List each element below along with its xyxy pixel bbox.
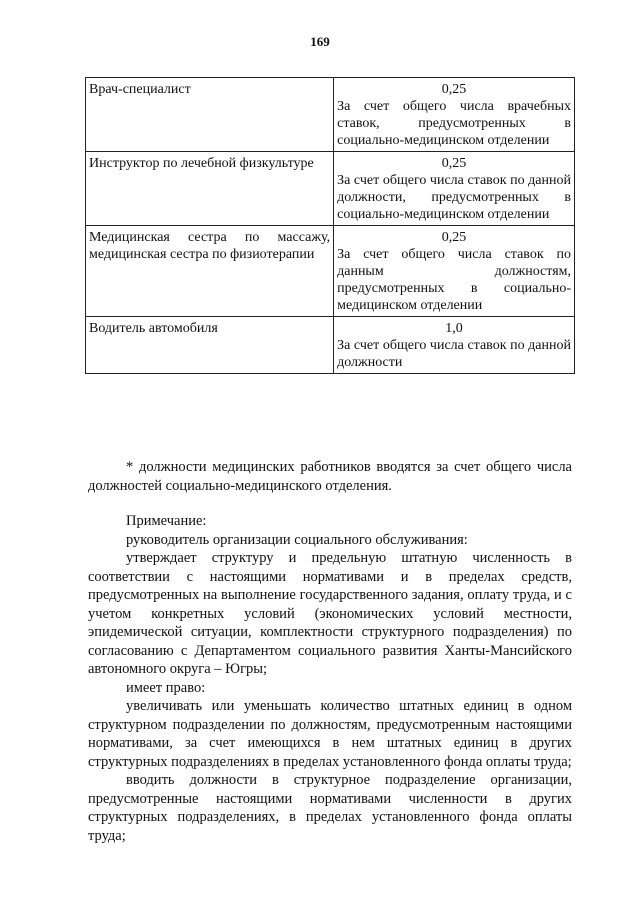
- rate-cell: [334, 152, 575, 226]
- rate-cell: [334, 78, 575, 152]
- table-row: [86, 78, 575, 152]
- rate-cell: [334, 226, 575, 317]
- rate-value: 1,0: [445, 321, 463, 336]
- position-cell: Инструктор по лечебной физкультуре: [86, 152, 334, 226]
- rate-value: 0,25: [441, 230, 467, 245]
- footnote-block: [88, 458, 572, 495]
- position-cell: Медицинская сестра по массажу, медицинская сестра по физиотерапии: [86, 226, 334, 317]
- rate-note: За счет общего числа ставок по данной должности, предусмотренных в социально-медицинском отделении: [337, 173, 571, 222]
- table-row: [86, 317, 575, 374]
- table-row: [86, 226, 575, 317]
- staffing-table: [85, 77, 575, 374]
- position-cell: Водитель автомобиля: [86, 317, 334, 374]
- note-paragraph: утверждает структуру и предельную штатную численность в соответствии с настоящими нормативами и в пределах средств, предусмотренных на выполнение государственного задания, оплату труда, и с учетом конкретных условий (экономических условий местности, эпидемической ситуации, комплектности структурного подразделения) по согласованию с Департаментом социального развития Ханты-Мансийского автономного округа – Югры;: [88, 550, 572, 677]
- note-paragraph: увеличивать или уменьшать количество штатных единиц в одном структурном подразделении по должностям, предусмотренным настоящими нормативами, за счет имеющихся в нем штатных единиц в других структурных подразделениях в пределах установленного фонда оплаты труда;: [88, 698, 572, 770]
- rate-note: За счет общего числа ставок по данным должностям, предусмотренных в социально-медицинском отделении: [337, 247, 571, 313]
- rate-cell: [334, 317, 575, 374]
- page-number: 169: [310, 34, 330, 49]
- note-section: [88, 512, 572, 845]
- rate-note: За счет общего числа врачебных ставок, предусмотренных в социально-медицинском отделении: [337, 99, 571, 148]
- note-paragraph: вводить должности в структурное подразделение организации, предусмотренные настоящими нормативами численности в других структурных подразделениях, в пределах установленного фонда оплаты труда;: [88, 772, 572, 844]
- rate-note: За счет общего числа ставок по данной должности: [337, 338, 571, 370]
- note-paragraph: руководитель организации социального обслуживания:: [126, 531, 468, 548]
- table-row: [86, 152, 575, 226]
- rate-value: 0,25: [441, 82, 467, 97]
- note-paragraph: имеет право:: [126, 679, 206, 696]
- rate-value: 0,25: [441, 156, 467, 171]
- position-cell: Врач-специалист: [86, 78, 334, 152]
- note-heading: Примечание:: [126, 513, 207, 529]
- footnote: * должности медицинских работников вводятся за счет общего числа должностей социально-медицинского отделения.: [88, 459, 572, 494]
